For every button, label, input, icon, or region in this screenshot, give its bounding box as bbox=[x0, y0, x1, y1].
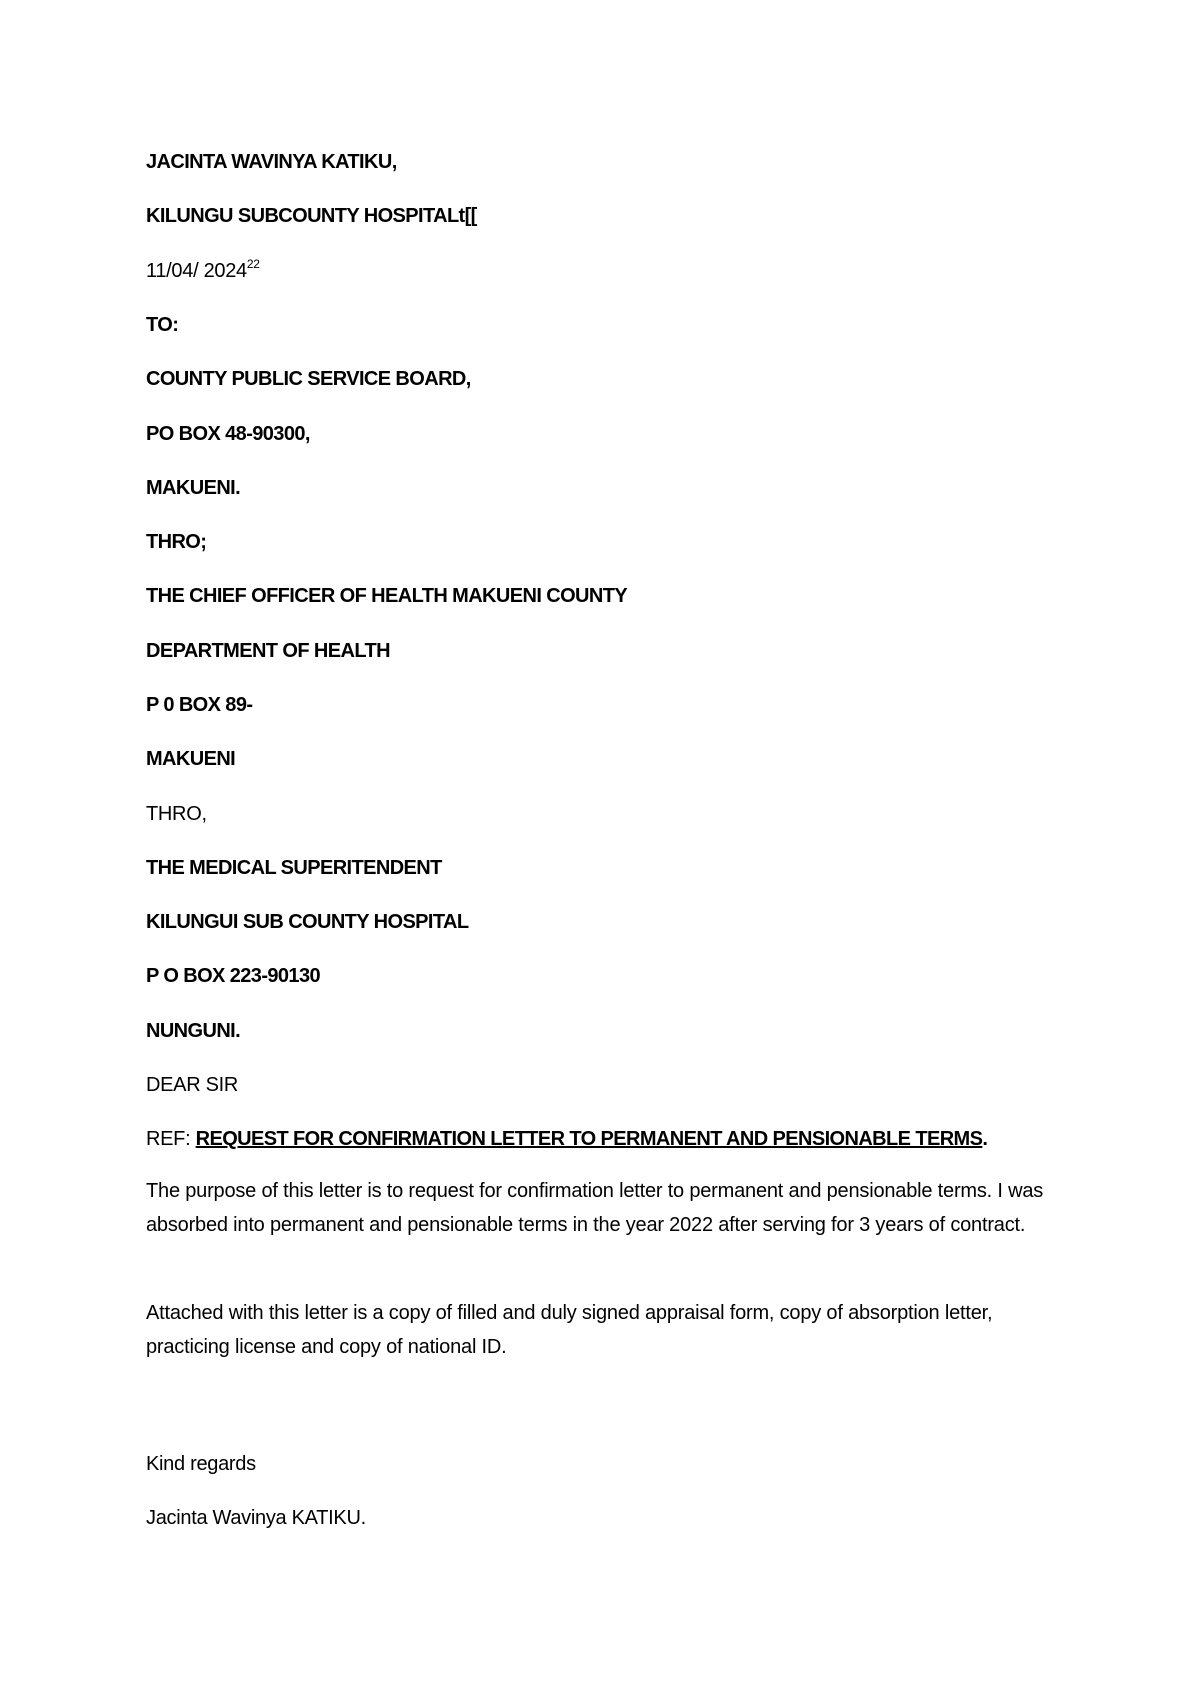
ref-label: REF: bbox=[146, 1128, 196, 1150]
thro-1-box: P 0 BOX 89- bbox=[146, 694, 253, 716]
body-paragraph-1: The purpose of this letter is to request for confirmation letter to permanent and pensionable terms. I was absorbed into permanent and pensionable terms in the year 2022 after serving for 3 years of contract. bbox=[146, 1180, 1044, 1236]
ref-end: . bbox=[982, 1128, 988, 1150]
thro-1-town: MAKUENI bbox=[146, 748, 236, 770]
thro-2-label: THRO, bbox=[146, 803, 207, 825]
recipient-name: COUNTY PUBLIC SERVICE BOARD, bbox=[146, 368, 471, 390]
thro-1-name: THE CHIEF OFFICER OF HEALTH MAKUENI COUNTY bbox=[146, 585, 628, 607]
thro-1-department: DEPARTMENT OF HEALTH bbox=[146, 640, 390, 662]
letter-date bbox=[146, 259, 260, 283]
date-text: 11/04/ 2024 bbox=[146, 260, 247, 282]
date-superscript: 22 bbox=[246, 257, 260, 271]
closing: Kind regards bbox=[146, 1453, 256, 1475]
reference-line bbox=[146, 1127, 987, 1151]
salutation: DEAR SIR bbox=[146, 1074, 239, 1096]
signature-name: Jacinta Wavinya KATIKU. bbox=[146, 1507, 366, 1529]
thro-2-box: P O BOX 223-90130 bbox=[146, 965, 320, 987]
recipient-town: MAKUENI. bbox=[146, 477, 241, 499]
to-label: TO: bbox=[146, 314, 179, 336]
sender-name: JACINTA WAVINYA KATIKU, bbox=[146, 151, 397, 173]
thro-2-name: THE MEDICAL SUPERITENDENT bbox=[146, 857, 442, 879]
body-paragraph-2: Attached with this letter is a copy of filled and duly signed appraisal form, copy of absorption letter, practicing license and copy of national ID. bbox=[146, 1302, 993, 1358]
ref-title: REQUEST FOR CONFIRMATION LETTER TO PERMANENT AND PENSIONABLE TERMS bbox=[195, 1128, 983, 1150]
thro-2-town: NUNGUNI. bbox=[146, 1020, 241, 1042]
thro-2-hospital: KILUNGUI SUB COUNTY HOSPITAL bbox=[146, 911, 469, 933]
thro-1-label: THRO; bbox=[146, 531, 207, 553]
sender-hospital: KILUNGU SUBCOUNTY HOSPITALt[[ bbox=[146, 205, 477, 227]
recipient-box: PO BOX 48-90300, bbox=[146, 423, 310, 445]
